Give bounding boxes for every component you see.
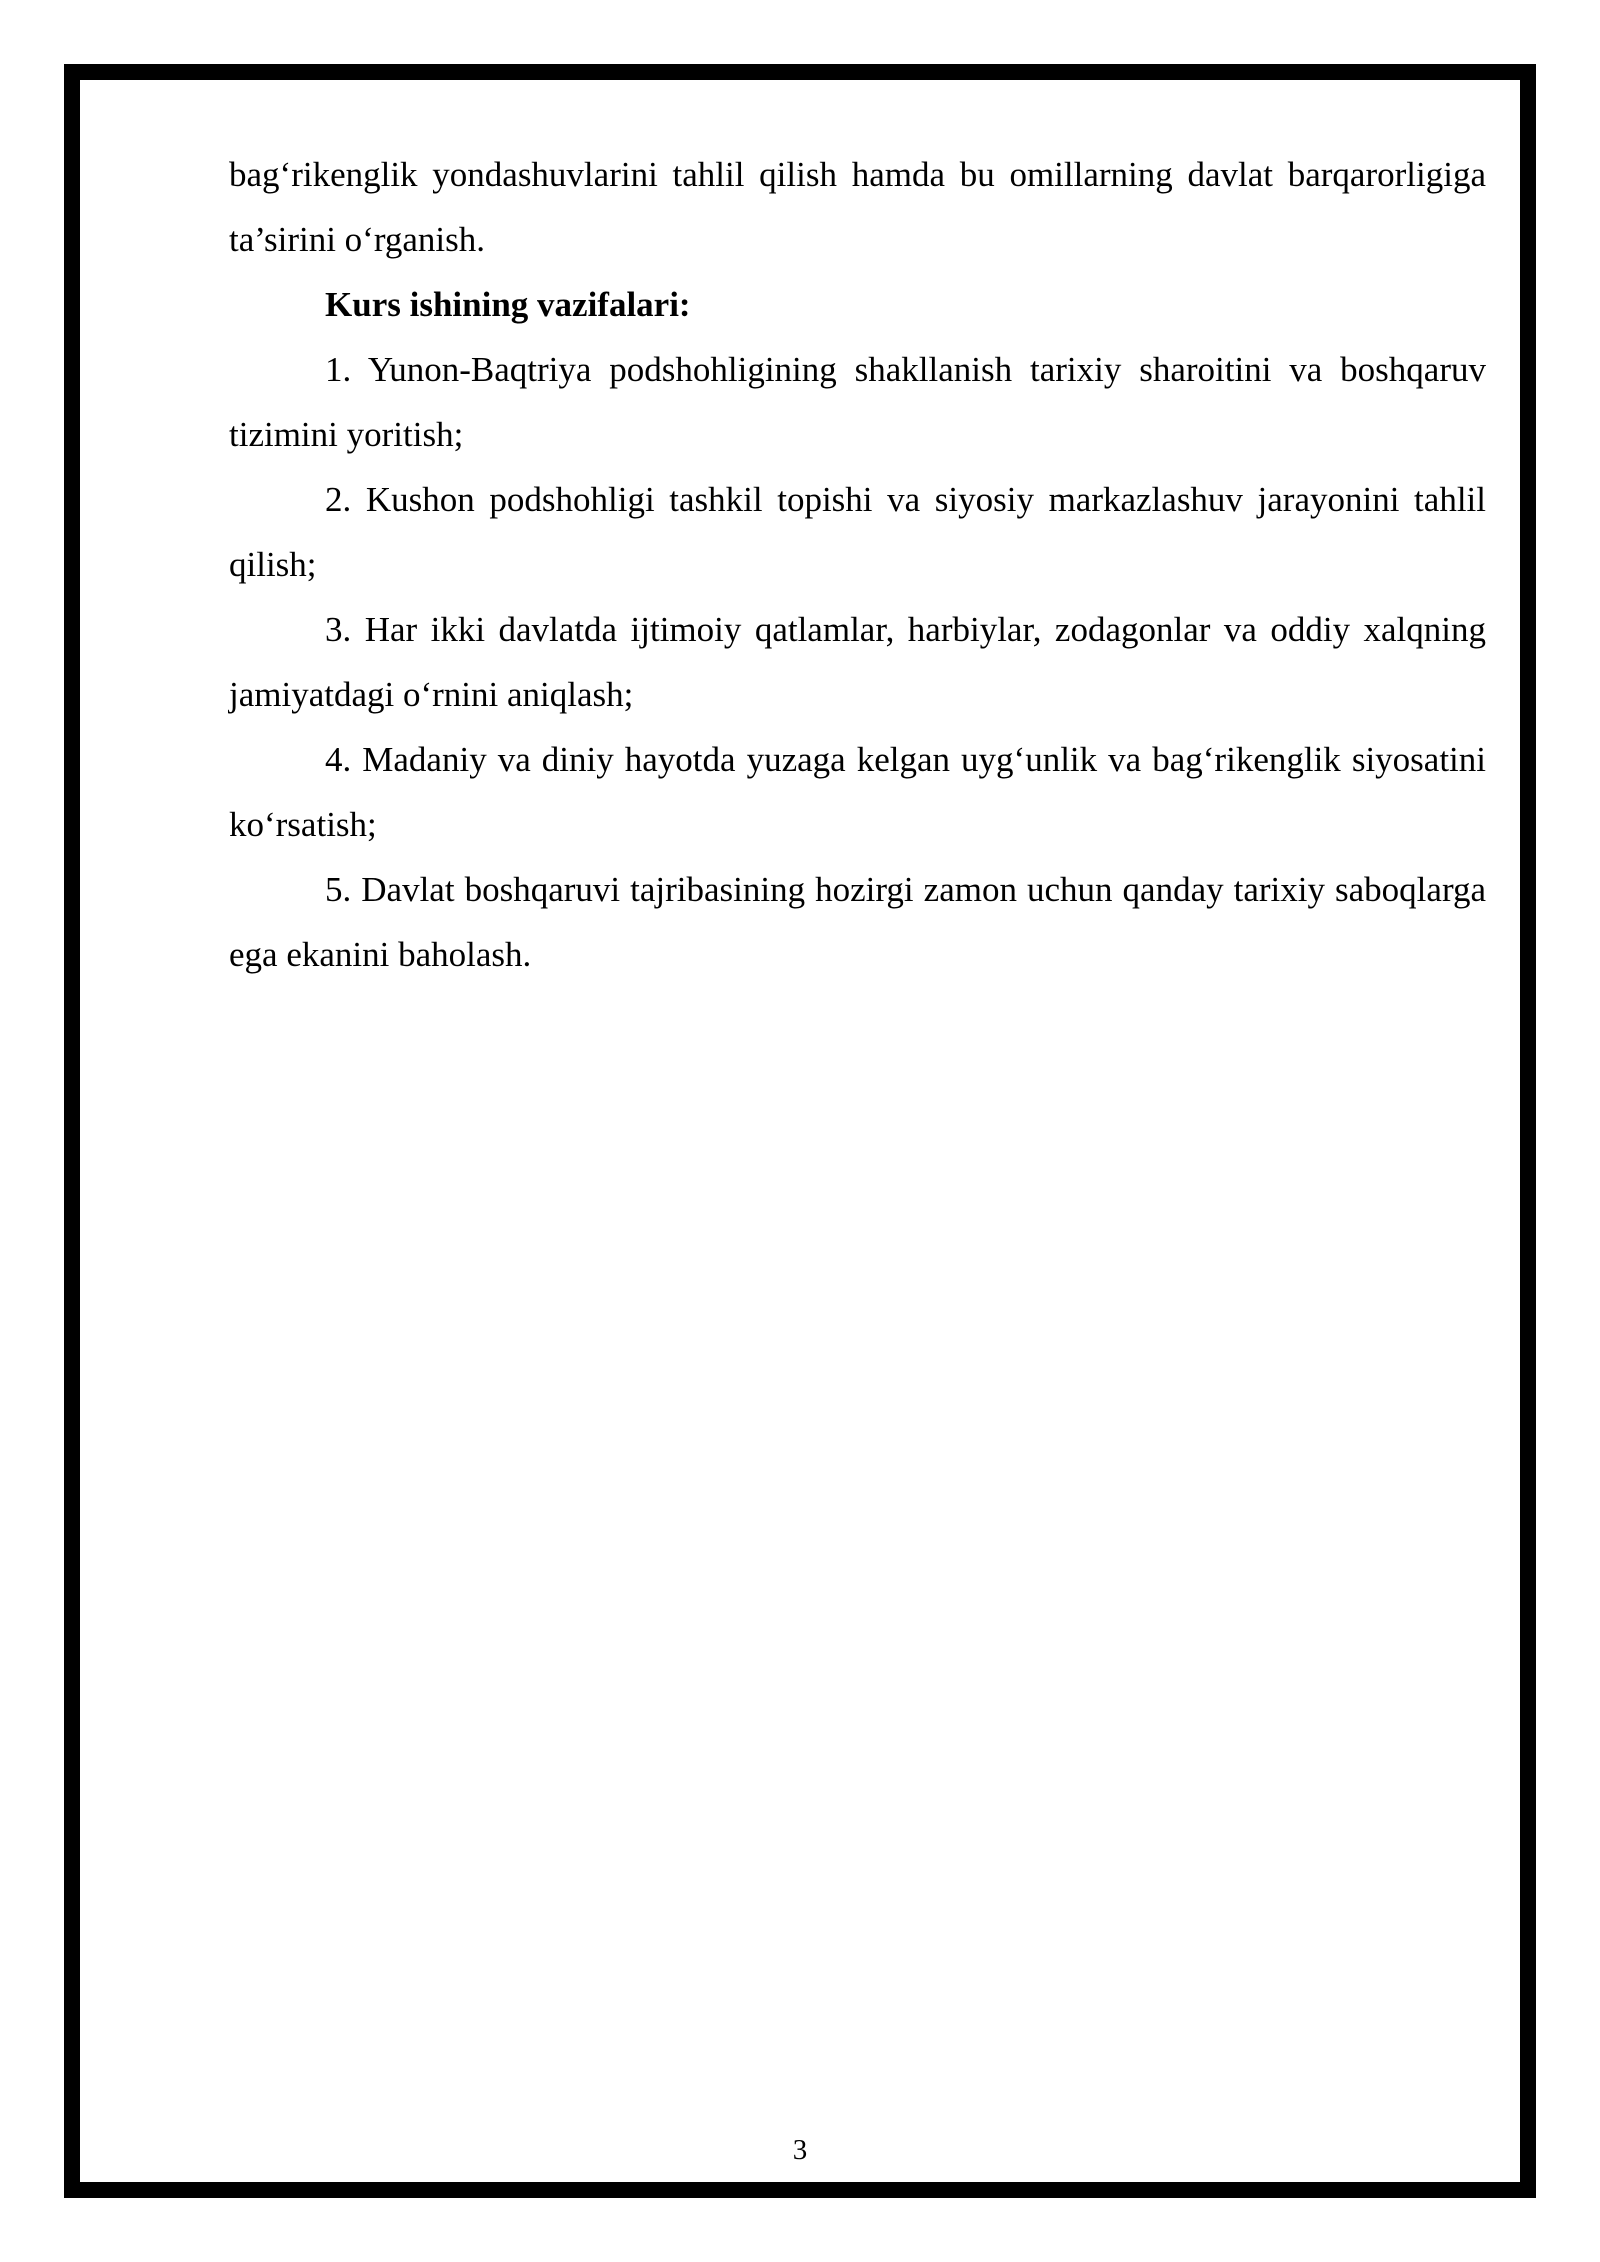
task-item-2: 2. Kushon podshohligi tashkil topishi va siyosiy markazlashuv jarayonini tahlil qilish; <box>229 480 1486 584</box>
document-body <box>229 142 1486 987</box>
task-item-1: 1. Yunon-Baqtriya podshohligining shakllanish tarixiy sharoitini va boshqaruv tizimini yoritish; <box>229 350 1486 454</box>
task-item-4: 4. Madaniy va diniy hayotda yuzaga kelgan uyg‘unlik va bag‘rikenglik siyosatini ko‘rsatish; <box>229 740 1486 844</box>
task-item-3: 3. Har ikki davlatda ijtimoiy qatlamlar, harbiylar, zodagonlar va oddiy xalqning jamiyatdagi o‘rnini aniqlash; <box>229 610 1486 714</box>
page-number: 3 <box>792 2134 808 2166</box>
task-item-5: 5. Davlat boshqaruvi tajribasining hozirgi zamon uchun qanday tarixiy saboqlarga ega ekanini baholash. <box>229 870 1486 974</box>
tasks-heading: Kurs ishining vazifalari: <box>325 285 691 324</box>
intro-continuation-paragraph: bag‘rikenglik yondashuvlarini tahlil qilish hamda bu omillarning davlat barqarorligiga ta’sirini o‘rganish. <box>229 155 1486 259</box>
